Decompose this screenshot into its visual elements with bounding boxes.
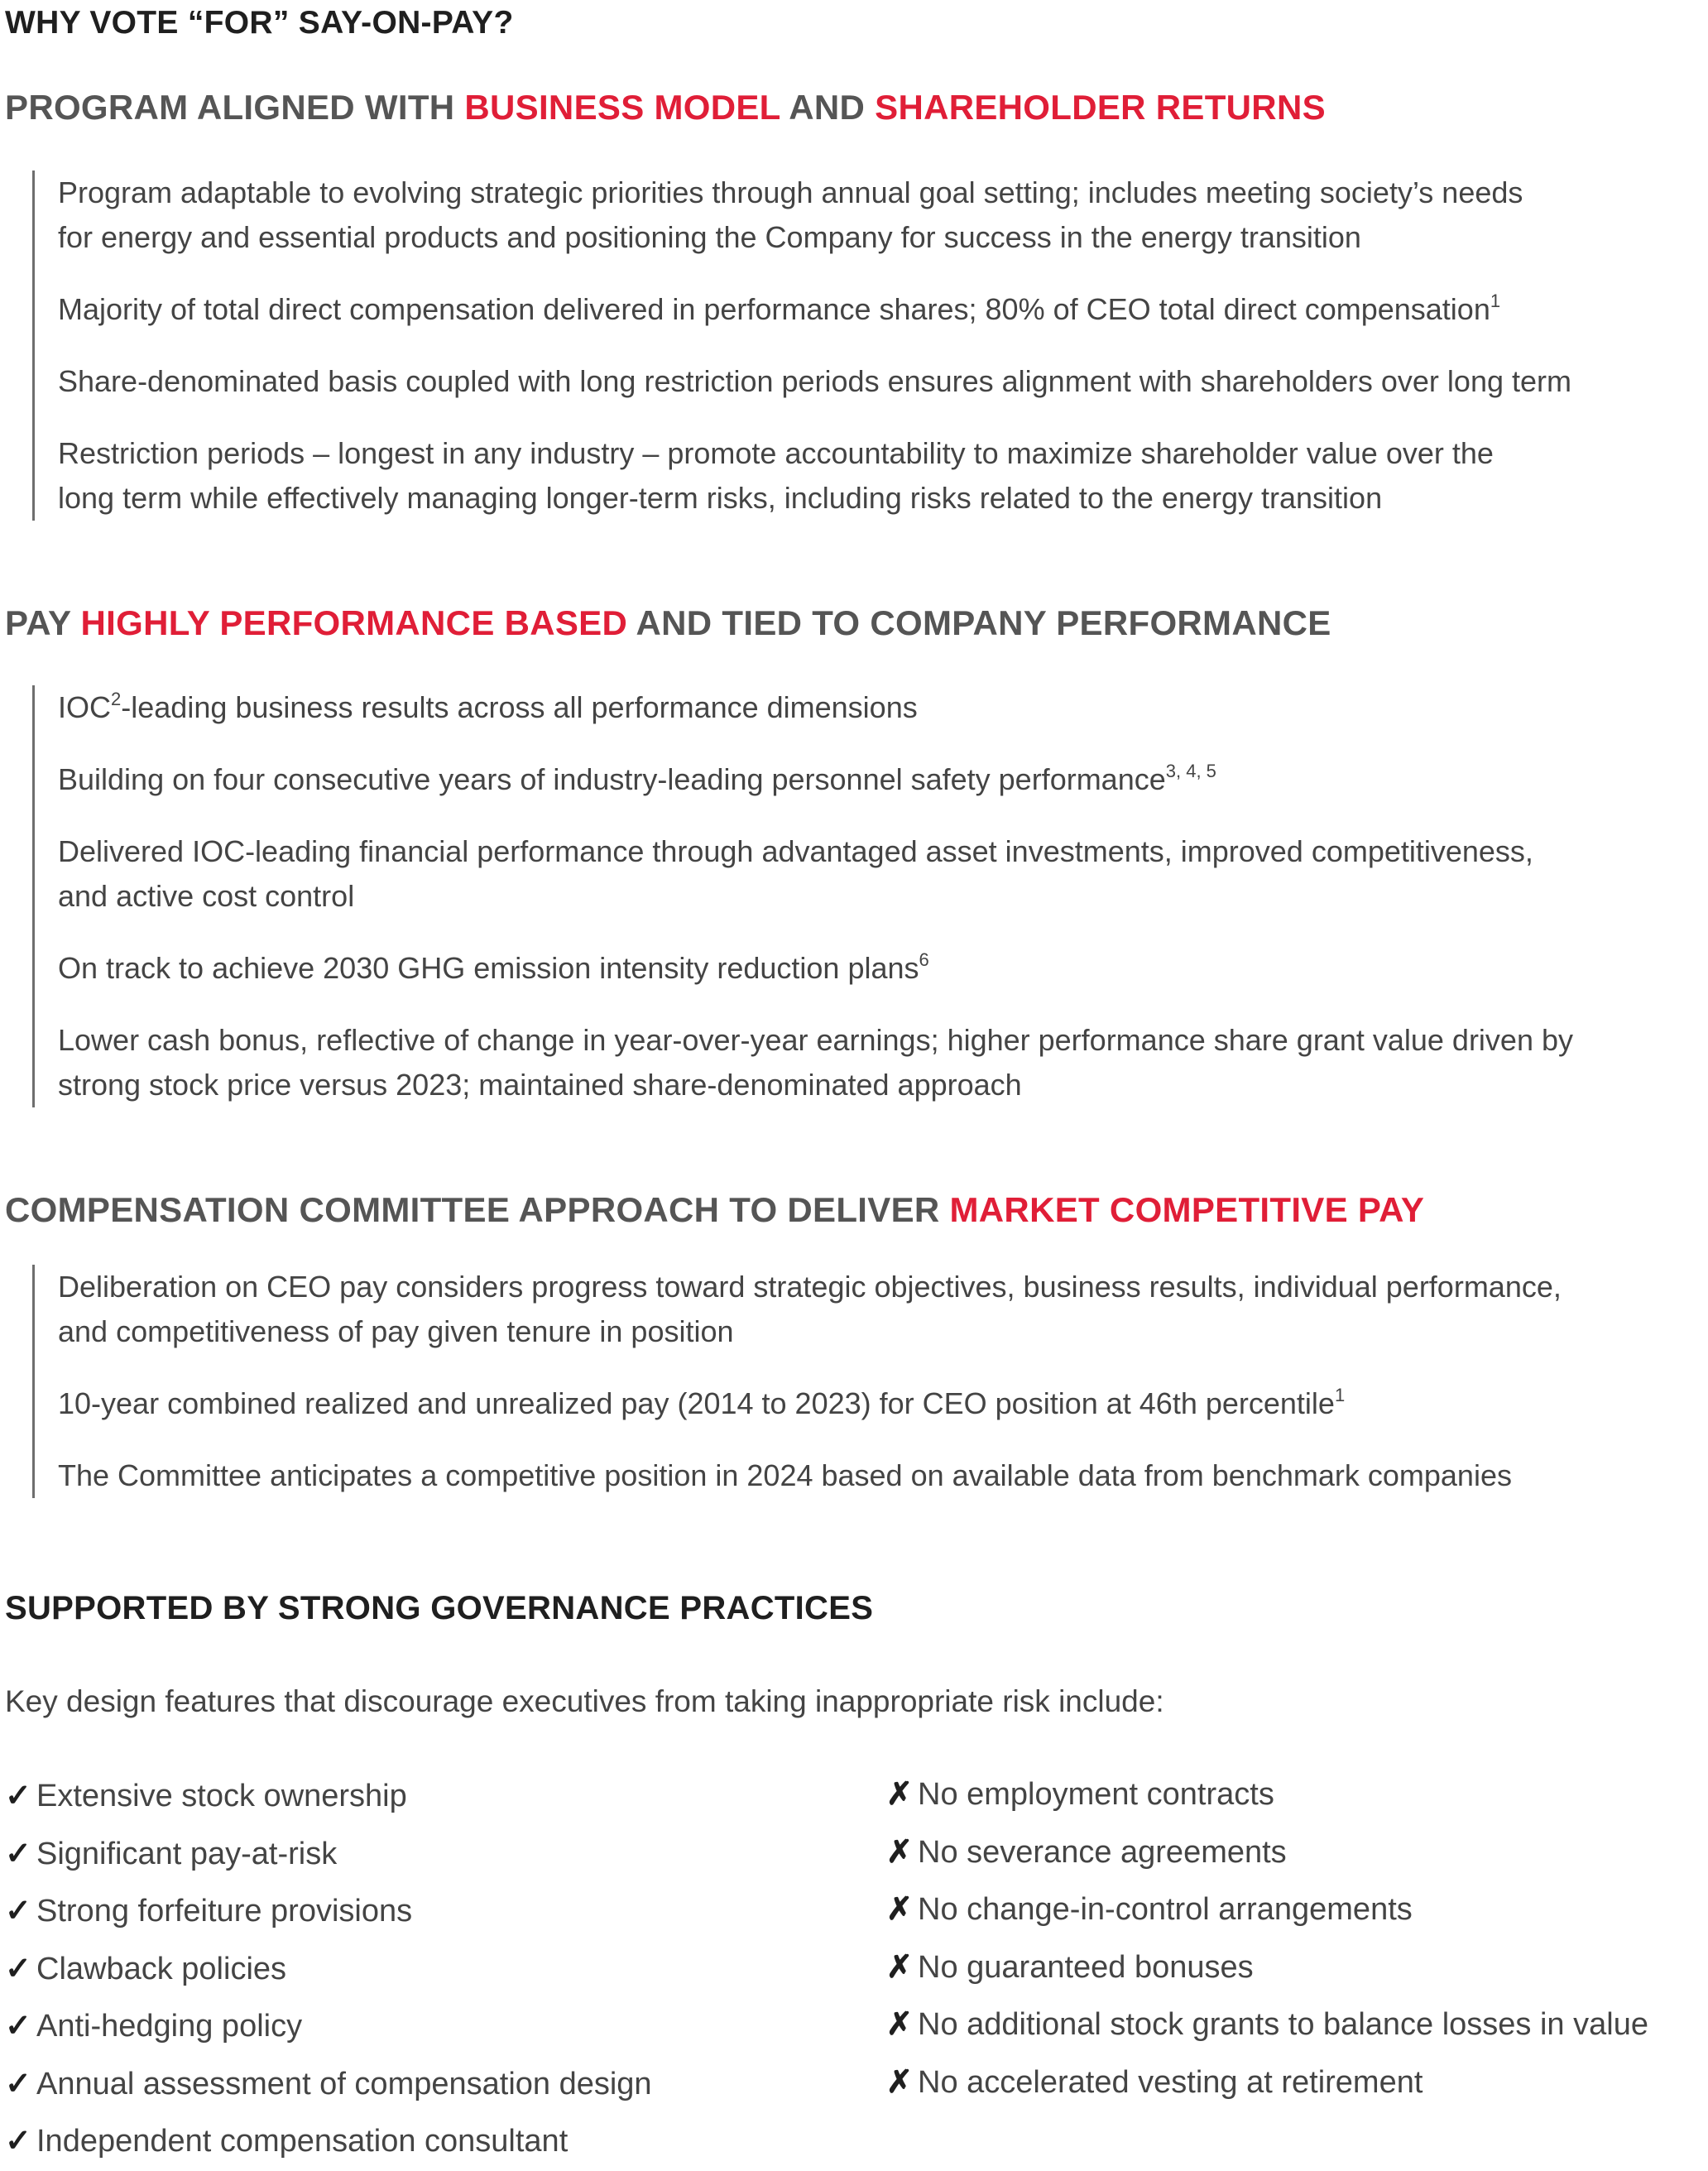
bullet-line: IOC	[58, 690, 112, 724]
bullet-line: The Committee anticipates a competitive position in 2024 based on available data from benchmark companies	[58, 1458, 1512, 1492]
check-icon: ✓	[5, 1779, 31, 1813]
check-icon: ✓	[5, 2124, 31, 2159]
bullet-line: and competitiveness of pay given tenure in position	[58, 1314, 734, 1348]
list-item-label: No accelerated vesting at retirement	[918, 2064, 1423, 2100]
bullet-item	[58, 287, 1708, 332]
bullet-line: Deliberation on CEO pay considers progress toward strategic objectives, business results, individual performance,	[58, 1270, 1562, 1304]
list-item	[886, 2054, 1648, 2112]
list-item-label: No change-in-control arrangements	[918, 1892, 1413, 1927]
bullet-line: -leading business results across all performance dimensions	[121, 690, 918, 724]
footnote-ref: 3, 4, 5	[1165, 761, 1216, 781]
bullet-group-market-pay	[32, 1265, 1708, 1498]
section-heading-market-pay	[5, 1190, 1424, 1230]
heading-highlight: BUSINESS MODEL	[464, 88, 780, 127]
list-item-label: No additional stock grants to balance losses in value	[918, 2007, 1648, 2042]
bullet-line: Building on four consecutive years of industry-leading personnel safety performance	[58, 762, 1166, 796]
list-item	[5, 1826, 652, 1884]
heading-highlight: SHAREHOLDER RETURNS	[875, 88, 1326, 127]
list-item	[5, 1941, 652, 1999]
cross-icon: ✗	[886, 1949, 913, 1985]
cross-icon: ✗	[886, 1892, 913, 1927]
bullet-item	[58, 1018, 1708, 1107]
footnote-ref: 1	[1334, 1385, 1346, 1405]
heading-highlight: MARKET COMPETITIVE PAY	[949, 1190, 1425, 1229]
list-item	[886, 1939, 1648, 1997]
list-item-label: Clawback policies	[36, 1951, 287, 1986]
bullet-item	[58, 757, 1708, 802]
governance-intro: Key design features that discourage executives from taking inappropriate risk include:	[5, 1684, 1164, 1718]
list-item-label: No guaranteed bonuses	[918, 1949, 1254, 1985]
list-item	[886, 1996, 1648, 2054]
bullet-line: Restriction periods – longest in any industry – promote accountability to maximize shareholder value over the	[58, 436, 1494, 470]
bullet-item	[58, 946, 1708, 991]
heading-text: PROGRAM ALIGNED WITH	[5, 88, 465, 127]
check-icon: ✓	[5, 1894, 31, 1928]
bullet-item	[58, 431, 1708, 521]
list-item	[5, 1768, 652, 1826]
heading-text: AND	[780, 88, 876, 127]
cross-icon: ✗	[886, 1834, 913, 1870]
section-heading-business-model	[5, 88, 1326, 127]
bullet-line: Lower cash bonus, reflective of change in year-over-year earnings; higher performance share grant value driven by	[58, 1023, 1573, 1057]
list-item	[886, 1824, 1648, 1882]
bullet-group-business-model	[32, 171, 1708, 521]
check-icon: ✓	[5, 1836, 31, 1871]
check-icon: ✓	[5, 2066, 31, 2101]
practices-list	[5, 1768, 652, 2171]
list-item	[5, 1883, 652, 1941]
list-item-label: Annual assessment of compensation design	[36, 2066, 652, 2101]
list-item-label: Extensive stock ownership	[36, 1779, 407, 1813]
footnote-ref: 2	[111, 689, 122, 709]
bullet-line: On track to achieve 2030 GHG emission intensity reduction plans	[58, 951, 919, 985]
footnote-ref: 1	[1490, 291, 1501, 311]
avoided-practices-list	[886, 1766, 1648, 2111]
bullet-line: strong stock price versus 2023; maintained share-denominated approach	[58, 1068, 1022, 1102]
bullet-line: Delivered IOC-leading financial performance through advantaged asset investments, improved competitiveness,	[58, 834, 1533, 868]
bullet-item	[58, 829, 1708, 919]
bullet-line: long term while effectively managing longer-term risks, including risks related to the energy transition	[58, 481, 1383, 515]
list-item-label: No severance agreements	[918, 1834, 1287, 1870]
cross-icon: ✗	[886, 2064, 913, 2100]
bullet-line: Share-denominated basis coupled with long restriction periods ensures alignment with shareholders over long term	[58, 364, 1571, 398]
bullet-item	[58, 359, 1708, 404]
heading-text: AND TIED TO COMPANY PERFORMANCE	[627, 603, 1331, 642]
page-title: WHY VOTE “FOR” SAY-ON-PAY?	[5, 5, 514, 41]
bullet-item	[58, 171, 1708, 260]
bullet-line: 10-year combined realized and unrealized pay (2014 to 2023) for CEO position at 46th percentile	[58, 1386, 1335, 1420]
bullet-line: for energy and essential products and positioning the Company for success in the energy transition	[58, 220, 1361, 254]
list-item	[886, 1766, 1648, 1824]
check-icon: ✓	[5, 2009, 31, 2044]
list-item-label: No employment contracts	[918, 1777, 1274, 1812]
bullet-line: Majority of total direct compensation delivered in performance shares; 80% of CEO total direct compensation	[58, 292, 1490, 326]
bullet-item	[58, 1381, 1708, 1426]
bullet-item	[58, 685, 1708, 730]
bullet-item	[58, 1453, 1708, 1498]
heading-text: PAY	[5, 603, 81, 642]
list-item	[5, 2056, 652, 2114]
footnote-ref: 6	[919, 949, 929, 970]
list-item	[886, 1881, 1648, 1939]
list-item	[5, 2113, 652, 2171]
bullet-line: Program adaptable to evolving strategic priorities through annual goal setting; includes meeting society’s needs	[58, 175, 1523, 209]
cross-icon: ✗	[886, 2007, 913, 2042]
cross-icon: ✗	[886, 1777, 913, 1812]
list-item-label: Independent compensation consultant	[36, 2124, 569, 2159]
bullet-item	[58, 1265, 1708, 1354]
list-item-label: Significant pay-at-risk	[36, 1836, 338, 1871]
governance-heading: SUPPORTED BY STRONG GOVERNANCE PRACTICES	[5, 1590, 874, 1626]
check-icon: ✓	[5, 1951, 31, 1986]
bullet-group-performance	[32, 685, 1708, 1107]
bullet-line: and active cost control	[58, 879, 355, 913]
list-item-label: Strong forfeiture provisions	[36, 1894, 413, 1928]
list-item	[5, 1998, 652, 2056]
heading-highlight: HIGHLY PERFORMANCE BASED	[80, 603, 628, 642]
list-item-label: Anti-hedging policy	[36, 2009, 303, 2044]
section-heading-performance	[5, 603, 1331, 643]
heading-text: COMPENSATION COMMITTEE APPROACH TO DELIVER	[5, 1190, 950, 1229]
